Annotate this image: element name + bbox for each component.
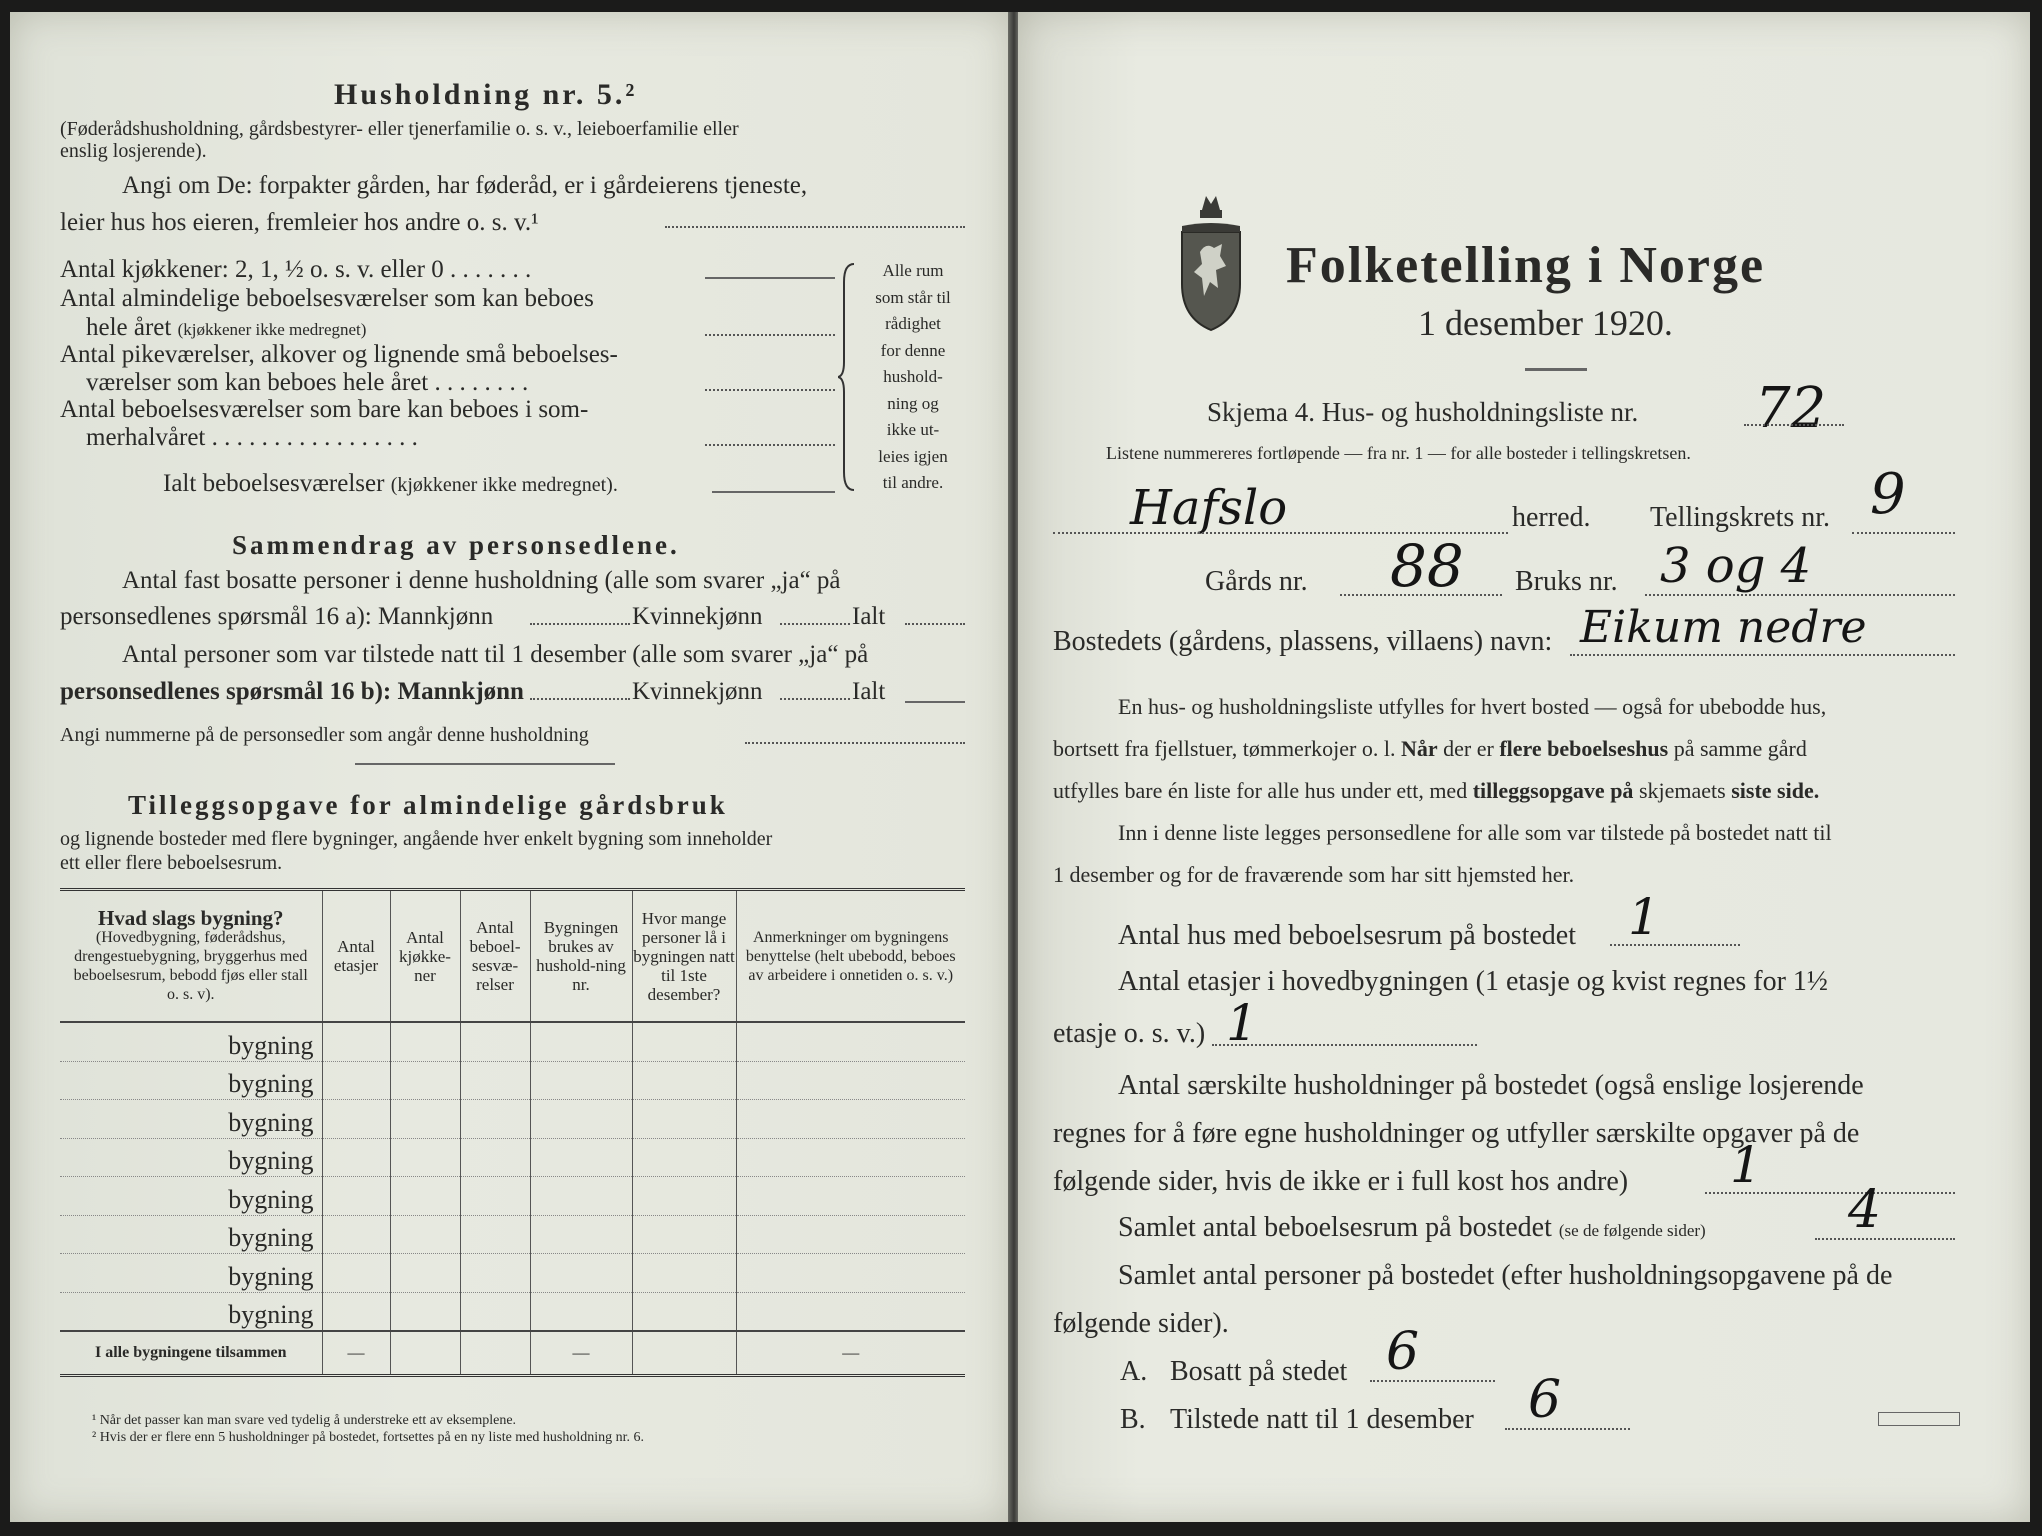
instructions-paragraph [1053,686,1958,896]
row-label: bygning [228,1261,314,1291]
col-rooms: Antal beboel-sesvæ-relser [460,890,530,1023]
summer-rooms-label-1: Antal beboelsesværelser som bare kan beboes i som- [60,396,589,423]
houses-label: Antal hus med beboelsesrum på bostedet [1118,920,1577,951]
total-present-field[interactable] [905,701,965,703]
summer-rooms-label-2: merhalvåret . . . . . . . . . . . . . . . . . [86,424,418,451]
households-label-2: regnes for å føre egne husholdninger og utfyller særskilte opgaver på de [1053,1118,1860,1149]
instr-3c: skjemaets [1638,778,1726,803]
row-label: bygning [228,1030,314,1060]
houses-line [1610,944,1740,946]
instr-line-4: Inn i denne liste legges personsedlene for alle som var tilstede på bostedet natt til [1118,820,1832,845]
summary-line-3: Antal personer som var tilstede natt til 1 desember (alle som svarer „ja“ på [122,641,869,668]
total-dash: — [322,1331,390,1376]
table-row[interactable] [60,1177,965,1216]
intro-line-2: enslig losjerende). [60,140,207,162]
households-label-1: Antal særskilte husholdninger på bostedet (også enslige losjerende [1118,1070,1864,1101]
household-intro [60,118,965,162]
supplement-line-1: og lignende bosteder med flere bygninger, angående hver enkelt bygning som inneholder [60,828,773,850]
present-letter: B. [1120,1404,1146,1435]
instr-2a: bortsett fra fjellstuer, tømmerkojer o. l. [1053,736,1396,761]
angi-fill-line[interactable] [665,226,965,228]
col-building-type-hint: (Hovedbygning, føderådshus, drengestuebygning, bryggerhus med beboelsesrum, bebodd fjøs eller stall o. s. v). [73,928,308,1003]
instr-3d: siste side. [1731,778,1820,803]
census-title: Folketelling i Norge [1286,237,1766,294]
total-rooms-b: (kjøkkener ikke medregnet). [390,474,618,496]
table-row[interactable] [60,1292,965,1331]
district-label: Tellingskrets nr. [1650,502,1831,533]
brace-note-line: rådighet [885,314,941,333]
building-table [60,888,965,1377]
instr-line-3 [1053,770,1958,812]
households-value[interactable]: 1 [1730,1136,1762,1194]
angi-line-2: leier hus hos eieren, fremleier hos andre o. s. v.¹ [60,209,539,236]
households-line [1705,1192,1955,1194]
present-line [1505,1428,1630,1430]
row-label: bygning [228,1107,314,1137]
rooms-total-a: Samlet antal beboelsesrum på bostedet [1118,1212,1552,1243]
kitchens-field[interactable] [705,277,835,279]
brace-note-line: leies igjen [878,446,948,466]
col-floors: Antal etasjer [322,890,390,1023]
municipality-value[interactable]: Hafslo [1130,480,1288,536]
floors-label-2: etasje o. s. v.) [1053,1018,1206,1049]
persons-label-2: følgende sider). [1053,1308,1229,1339]
supplement-title: Tilleggsopgave for almindelige gårdsbruk [128,790,728,820]
rooms-total-line [1815,1238,1955,1240]
brace-note-line: til andre. [882,473,944,492]
brace-note-line: ning og [887,393,939,413]
supplement-line-2: ett eller flere beboelsesrum. [60,852,283,874]
brace-note [858,258,968,497]
male-resident-field[interactable] [530,623,630,625]
floors-value[interactable]: 1 [1226,994,1258,1052]
total-dash: — [736,1331,965,1376]
table-row[interactable] [60,1022,965,1061]
farm-number-label: Gårds nr. [1205,566,1308,597]
row-label: bygning [228,1146,314,1175]
district-line [1852,532,1955,534]
coat-of-arms-icon [1176,192,1246,334]
intro-line-1: (Føderådshusholdning, gårdsbestyrer- eller tjenerfamilie o. s. v., leieboerfamilie eller [60,118,739,140]
instr-2b: Når [1400,736,1438,761]
table-row[interactable] [60,1215,965,1254]
footnote-2: ² Hvis der er flere enn 5 husholdninger på bostedet, fortsettes på en ny liste med husholdning nr. 6. [92,1430,645,1445]
persons-label-1: Samlet antal personer på bostedet (efter husholdningsopgavene på de [1118,1260,1893,1291]
table-row[interactable] [60,1254,965,1293]
summary-line-2b: Kvinnekjønn [632,603,763,630]
table-row[interactable] [60,1138,965,1177]
rooms-total-b: (se de følgende sider) [1558,1221,1706,1240]
farm-number-value[interactable]: 88 [1390,532,1464,600]
present-value[interactable]: 6 [1528,1370,1562,1430]
schema-label: Skjema 4. Hus- og husholdningsliste nr. [1207,397,1639,427]
table-total-row [60,1331,965,1376]
summary-line-4a: personsedlenes spørsmål 16 b): Mannkjønn [60,678,524,705]
person-numbers-field[interactable] [745,742,965,744]
footnote-1: ¹ Når det passer kan man svare ved tydelig å understreke ett av eksemplene. [92,1413,517,1428]
col-building-type-title: Hvad slags bygning? [97,905,284,930]
place-name-value[interactable]: Eikum nedre [1580,602,1867,653]
list-number-value[interactable]: 72 [1755,376,1827,441]
total-resident-field[interactable] [905,623,965,625]
brace-note-line: hushold- [883,367,943,386]
floors-line [1212,1044,1477,1046]
place-name-label: Bostedets (gårdens, plassens, villaens) navn: [1053,626,1553,657]
total-dash: — [530,1331,632,1376]
district-value[interactable]: 9 [1870,462,1906,527]
instr-2c: der er [1443,736,1494,761]
numbering-note: Listene nummereres fortløpende — fra nr. 1 — for alle bosteder i tellingskretsen. [1106,443,1691,463]
municipality-label: herred. [1512,502,1591,533]
table-header-row [60,890,965,1023]
resident-value[interactable]: 6 [1386,1322,1420,1382]
instr-line-2 [1053,728,1958,770]
rooms-label-1: Antal almindelige beboelsesværelser som kan beboes [60,285,594,312]
total-rooms-a: Ialt beboelsesværelser [163,470,385,497]
instr-3a: utfylles bare én liste for alle hus under ett, med [1053,778,1468,803]
col-building-type [60,890,322,1023]
kitchens-label: Antal kjøkkener: 2, 1, ½ o. s. v. eller 0 . . . . . . . [60,256,532,283]
row-label: bygning [228,1184,314,1214]
floors-label-1: Antal etasjer i hovedbygningen (1 etasje og kvist regnes for 1½ [1118,966,1828,997]
brace-note-line: for denne [880,340,946,360]
row-label: bygning [228,1223,314,1252]
small-rooms-label-1: Antal pikeværelser, alkover og lignende små beboelses- [60,341,618,368]
brace-note-line: Alle rum [882,261,944,280]
resident-line [1370,1380,1495,1382]
holding-number-label: Bruks nr. [1515,566,1618,597]
holding-number-value[interactable]: 3 og 4 [1660,538,1812,594]
total-label: I alle bygningene tilsammen [60,1331,322,1376]
col-kitchens: Antal kjøkke-ner [390,890,460,1023]
resident-letter: A. [1120,1356,1148,1387]
female-present-field[interactable] [780,698,850,700]
angi-line-1: Angi om De: forpakter gården, har føderåd, er i gårdeierens tjeneste, [122,172,808,199]
total-rooms-field[interactable] [712,491,835,493]
row-label: bygning [228,1069,314,1098]
list-number-line [1744,424,1844,426]
rooms-field[interactable] [705,334,835,336]
resident-label: Bosatt på stedet [1170,1356,1348,1387]
small-rooms-label-2: værelser som kan beboes hele året . . . . . . . . [86,369,529,396]
place-name-line [1570,654,1955,656]
female-resident-field[interactable] [780,623,850,625]
farm-number-line [1340,594,1502,596]
rooms-label-2b: (kjøkkener ikke medregnet) [177,320,367,339]
instr-2e: på samme gård [1673,736,1807,761]
col-persons: Hvor mange personer lå i bygningen natt til 1ste desember? [632,890,736,1023]
instr-line-1: En hus- og husholdningsliste utfylles for hvert bosted — også for ubebodde hus, [1118,694,1827,719]
col-household: Bygningen brukes av hushold-ning nr. [530,890,632,1023]
table-row[interactable] [60,1100,965,1139]
brace-note-line: som står til [875,287,951,307]
instr-3b: tilleggsopgave på [1472,778,1634,803]
summary-line-4b: Kvinnekjønn [632,678,763,705]
title-divider [1525,368,1587,371]
summary-line-2c: Ialt [852,603,886,630]
brace-icon [838,262,858,492]
summer-rooms-field[interactable] [705,444,835,446]
table-row[interactable] [60,1061,965,1100]
total-rooms-label [163,470,618,497]
household-title: Husholdning nr. 5.² [334,78,638,111]
summary-line-2a: personsedlenes spørsmål 16 a): Mannkjønn [60,603,494,630]
households-label-3: følgende sider, hvis de ikke er i full kost hos andre) [1053,1166,1629,1197]
rooms-label-2a: hele året [86,314,172,341]
row-label: bygning [228,1300,314,1329]
col-remarks: Anmerkninger om bygningens benyttelse (helt ubebodd, beboes av arbeidere i onnetiden o. s. v.) [736,890,965,1023]
summary-line-4c: Ialt [852,678,886,705]
rooms-label-2 [86,314,366,341]
instr-2d: flere beboelseshus [1499,736,1669,761]
brace-note-line: ikke ut- [886,420,940,439]
small-rooms-field[interactable] [705,389,835,391]
holding-number-line [1645,594,1955,596]
summary-line-1: Antal fast bosatte personer i denne husholdning (alle som svarer „ja“ på [122,567,841,594]
instr-line-5: 1 desember og for de fraværende som har sitt hjemsted her. [1053,862,1575,887]
printer-stamp [1878,1412,1960,1426]
census-date: 1 desember 1920. [1418,303,1673,343]
rooms-total-label [1118,1212,1706,1244]
rooms-total-value[interactable]: 4 [1848,1180,1882,1240]
person-numbers-label: Angi nummerne på de personsedler som angår denne husholdning [60,724,589,746]
summary-title: Sammendrag av personsedlene. [232,530,680,560]
present-label: Tilstede natt til 1 desember [1170,1404,1474,1435]
divider [355,763,615,765]
houses-value[interactable]: 1 [1628,888,1660,946]
male-present-field[interactable] [530,698,630,700]
